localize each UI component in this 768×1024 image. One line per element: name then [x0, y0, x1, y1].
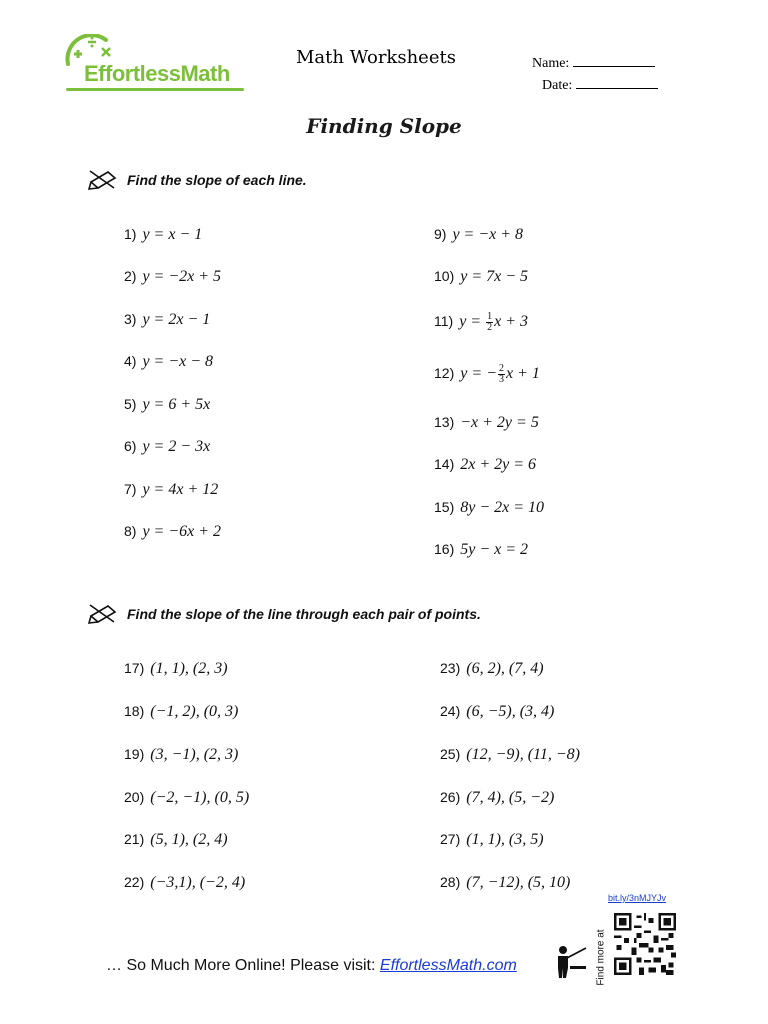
- problem-number: 1): [124, 226, 137, 242]
- pencil-icon: [88, 602, 118, 624]
- problem-item: [434, 414, 539, 432]
- problem-number: 2): [124, 268, 137, 284]
- problem-item: [434, 268, 528, 286]
- name-line: [573, 54, 655, 67]
- worksheet-title: Finding Slope: [306, 114, 462, 138]
- problem-item: [434, 226, 523, 244]
- problem-expression: y = −x + 8: [452, 226, 524, 243]
- name-label: Name:: [532, 56, 570, 71]
- problem-item: [434, 499, 544, 517]
- problem-number: 10): [434, 268, 455, 284]
- section2-instruction: Find the slope of the line through each pair of points.: [127, 606, 481, 622]
- qr-code-icon[interactable]: [614, 913, 676, 975]
- problem-number: 4): [124, 353, 137, 369]
- problem-item: [440, 831, 544, 849]
- problem-item: [124, 660, 228, 678]
- fraction-numerator: 1: [487, 311, 493, 322]
- problem-expression: (12, −9), (11, −8): [466, 746, 580, 763]
- problem-expression: (−3,1), (−2, 4): [150, 874, 246, 891]
- problem-item: [124, 438, 210, 456]
- problem-item: [440, 660, 544, 678]
- problem-number: 9): [434, 226, 447, 242]
- problem-number: 18): [124, 703, 145, 719]
- problem-number: 3): [124, 311, 137, 327]
- problem-number: 26): [440, 789, 461, 805]
- fraction: [498, 364, 505, 385]
- problem-number: 11): [434, 313, 454, 330]
- expression-suffix: x + 1: [505, 365, 540, 383]
- problem-item: [124, 703, 238, 721]
- logo-text: EffortlessMath: [84, 61, 230, 86]
- problem-expression: y = x − 1: [142, 226, 203, 243]
- logo-underline: [66, 88, 244, 91]
- problem-expression: (1, 1), (2, 3): [150, 660, 228, 677]
- problem-expression: (3, −1), (2, 3): [150, 746, 239, 763]
- problem-item: [124, 831, 228, 849]
- problem-item: [440, 789, 554, 807]
- problem-item: [434, 364, 540, 385]
- problem-item: [434, 312, 528, 333]
- problem-expression: y = −6x + 2: [142, 523, 222, 540]
- problem-item: [124, 789, 249, 807]
- fraction-numerator: 2: [498, 363, 504, 374]
- expression-prefix: y =: [459, 313, 486, 331]
- problem-expression: y = 4x + 12: [142, 481, 219, 498]
- fraction-denominator: 3: [498, 374, 504, 385]
- footer-text: … So Much More Online! Please visit:: [106, 957, 380, 974]
- problem-expression: (6, −5), (3, 4): [466, 703, 555, 720]
- problem-item: [124, 311, 210, 329]
- fraction: [486, 312, 493, 333]
- short-link[interactable]: bit.ly/3nMJYJv: [608, 893, 667, 903]
- problem-expression: (5, 1), (2, 4): [150, 831, 228, 848]
- problem-number: 24): [440, 703, 461, 719]
- footer: [106, 957, 517, 975]
- fraction-denominator: 2: [487, 322, 493, 333]
- problem-number: 25): [440, 746, 461, 762]
- problem-number: 23): [440, 660, 461, 676]
- problem-expression: y = −x − 8: [142, 353, 214, 370]
- problem-expression: [460, 363, 540, 385]
- problem-item: [124, 268, 221, 286]
- effortlessmath-logo: [62, 34, 248, 94]
- teacher-pointing-icon: [554, 944, 588, 978]
- problem-expression: −x + 2y = 5: [460, 414, 539, 431]
- problem-item: [434, 456, 536, 474]
- footer-link[interactable]: EffortlessMath.com: [379, 957, 517, 974]
- problem-expression: (7, −12), (5, 10): [466, 874, 571, 891]
- problem-number: 13): [434, 414, 455, 430]
- problem-number: 15): [434, 499, 455, 515]
- problem-expression: 8y − 2x = 10: [460, 499, 545, 516]
- header-title: Math Worksheets: [296, 47, 456, 68]
- problem-item: [440, 746, 580, 764]
- name-field: [532, 54, 655, 72]
- problem-number: 7): [124, 481, 137, 497]
- problem-item: [124, 353, 213, 371]
- problem-expression: (−1, 2), (0, 3): [150, 703, 239, 720]
- problem-number: 21): [124, 831, 145, 847]
- problem-number: 22): [124, 874, 145, 890]
- find-more-label: Find more at: [595, 929, 607, 986]
- problem-expression: (−2, −1), (0, 5): [150, 789, 250, 806]
- problem-item: [434, 541, 528, 559]
- problem-number: 5): [124, 396, 137, 412]
- problem-item: [440, 874, 570, 892]
- problem-item: [124, 746, 238, 764]
- problem-expression: y = 6 + 5x: [142, 396, 211, 413]
- problem-number: 27): [440, 831, 461, 847]
- date-field: [542, 76, 658, 94]
- problem-expression: (7, 4), (5, −2): [466, 789, 555, 806]
- problem-number: 16): [434, 541, 455, 557]
- expression-suffix: x + 3: [494, 313, 529, 331]
- problem-number: 17): [124, 660, 145, 676]
- problem-expression: (6, 2), (7, 4): [466, 660, 544, 677]
- problem-expression: y = −2x + 5: [142, 268, 222, 285]
- expression-prefix: y = −: [460, 365, 497, 383]
- problem-number: 20): [124, 789, 145, 805]
- section1-instruction: Find the slope of each line.: [127, 172, 307, 188]
- problem-number: 19): [124, 746, 145, 762]
- date-label: Date:: [542, 78, 573, 93]
- problem-expression: 2x + 2y = 6: [460, 456, 537, 473]
- problem-item: [124, 396, 210, 414]
- problem-item: [124, 481, 218, 499]
- problem-number: 12): [434, 365, 455, 382]
- problem-item: [440, 703, 554, 721]
- problem-expression: y = 7x − 5: [460, 268, 529, 285]
- problem-item: [124, 226, 202, 244]
- problem-expression: (1, 1), (3, 5): [466, 831, 544, 848]
- problem-item: [124, 523, 221, 541]
- problem-item: [124, 874, 245, 892]
- problem-number: 6): [124, 438, 137, 454]
- problem-number: 8): [124, 523, 137, 539]
- problem-expression: 5y − x = 2: [460, 541, 529, 558]
- problem-number: 28): [440, 874, 461, 890]
- problem-expression: y = 2x − 1: [142, 311, 211, 328]
- pencil-icon: [88, 168, 118, 190]
- problem-expression: y = 2 − 3x: [142, 438, 211, 455]
- problem-number: 14): [434, 456, 455, 472]
- problem-expression: [459, 311, 529, 333]
- date-line: [576, 76, 658, 89]
